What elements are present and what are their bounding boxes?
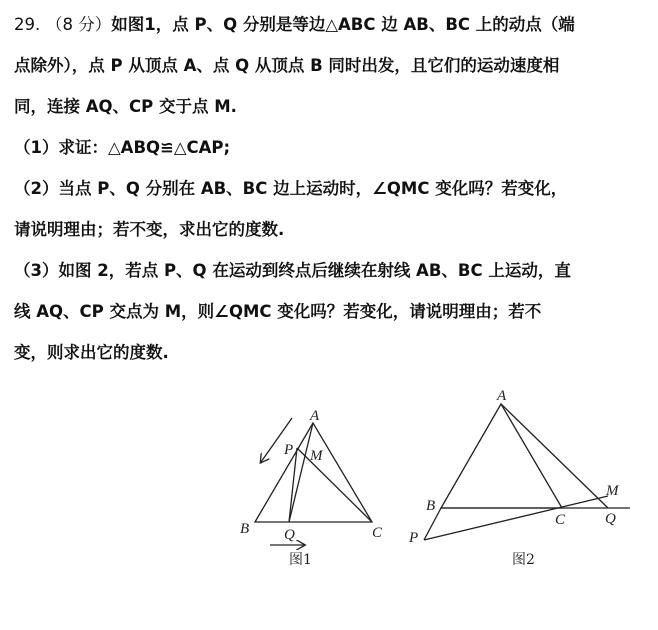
fig1-triangle-abc [255, 423, 372, 522]
problem-score: （8 分） [46, 15, 112, 34]
fig1-label-a: A [310, 408, 320, 424]
fig1-segment-pq [289, 448, 297, 522]
fig1-label-q: Q [284, 527, 295, 543]
fig1-label-b: B [240, 521, 250, 537]
fig2-label-m: M [606, 483, 619, 499]
fig1-caption: 图1 [289, 552, 312, 568]
problem-line-1-text: 如图1，点 P、Q 分别是等边△ABC 边 AB、BC 上的动点（端 [111, 15, 575, 34]
problem-line-2: 点除外），点 P 从顶点 A、点 Q 从顶点 B 同时出发，且它们的运动速度相 [14, 56, 560, 75]
fig2-label-a: A [497, 388, 507, 404]
fig1-label-c: C [372, 525, 383, 541]
fig2-caption: 图2 [512, 552, 535, 568]
question-3-line-1: （3）如图 2，若点 P、Q 在运动到终点后继续在射线 AB、BC 上运动，直 [14, 261, 571, 280]
fig2-label-q: Q [605, 511, 616, 527]
problem-line-3: 同，连接 AQ、CP 交于点 M. [14, 97, 237, 116]
question-2-line-2: 请说明理由；若不变，求出它的度数. [14, 220, 285, 239]
fig2-label-b: B [426, 498, 436, 514]
question-3-line-2: 线 AQ、CP 交点为 M，则∠QMC 变化吗？若变化，请说明理由；若不 [14, 302, 542, 321]
fig1-segment-aq [289, 423, 313, 522]
question-2-line-1: （2）当点 P、Q 分别在 AB、BC 边上运动时，∠QMC 变化吗？若变化， [14, 179, 568, 198]
question-1: （1）求证：△ABQ≌△CAP; [14, 138, 231, 157]
fig1-label-m: M [310, 448, 323, 464]
fig2-triangle-abc [441, 404, 562, 508]
fig1-label-p: P [284, 442, 294, 458]
fig2-line-aq [501, 404, 608, 508]
fig2-label-p: P [409, 530, 419, 546]
question-3-line-3: 变，则求出它的度数. [14, 343, 169, 362]
figure-2 [424, 404, 630, 540]
figure-1 [255, 418, 372, 545]
problem-number: 29. [14, 15, 41, 34]
fig2-label-c: C [555, 512, 566, 528]
fig2-line-pcm [424, 496, 608, 540]
